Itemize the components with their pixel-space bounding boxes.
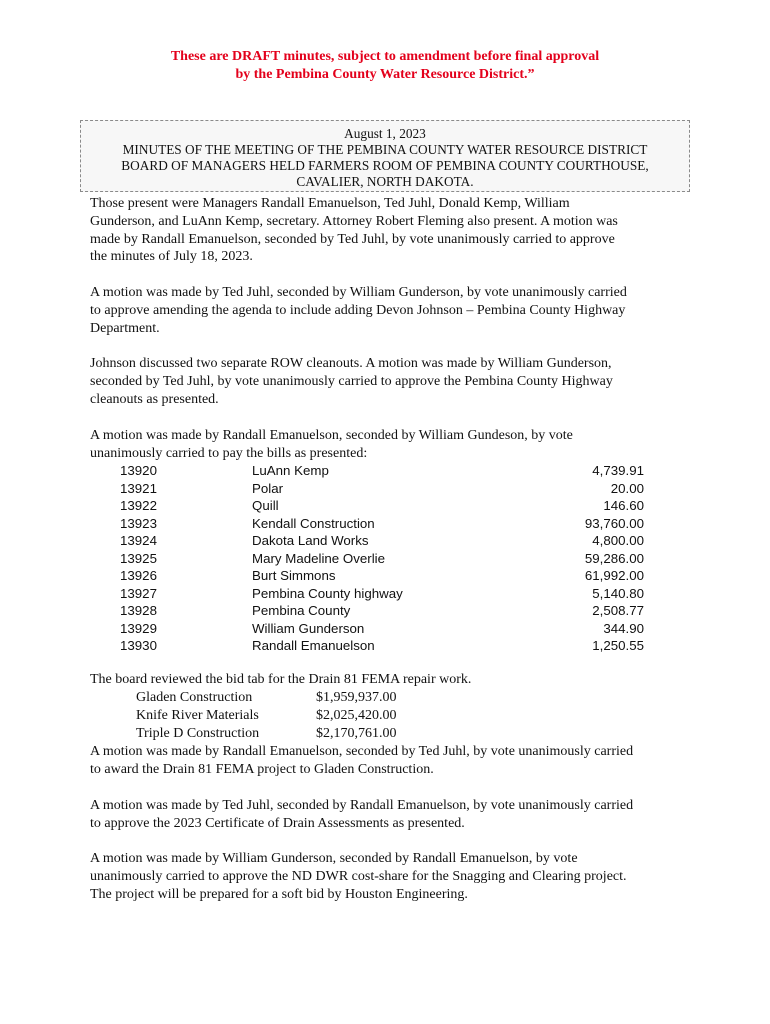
text-line: to approve the 2023 Certificate of Drain Assessments as presented. xyxy=(90,815,465,831)
bid-row xyxy=(136,689,436,707)
bill-payee: Mary Madeline Overlie xyxy=(252,550,386,566)
bill-row xyxy=(90,585,650,603)
bid-intro-paragraph xyxy=(90,671,690,689)
text-line: Gunderson, and LuAnn Kemp, secretary. Attorney Robert Fleming also present. A motion was xyxy=(90,213,618,229)
bill-payee: Kendall Construction xyxy=(252,515,375,531)
bidder-name: Triple D Construction xyxy=(136,726,260,741)
bill-row xyxy=(90,480,650,498)
bill-payee: Dakota Land Works xyxy=(252,533,369,548)
bill-amount: 93,760.00 xyxy=(584,515,644,531)
bill-row xyxy=(90,567,650,585)
text-line: made by Randall Emanuelson, seconded by Ted Juhl, by vote unanimously carried to approve xyxy=(90,231,615,247)
text-line: Johnson discussed two separate ROW cleanouts. A motion was made by William Gunderson, xyxy=(90,356,612,371)
bid-amount: $2,170,761.00 xyxy=(316,726,397,741)
bill-row xyxy=(90,532,650,550)
bill-payee: Polar xyxy=(252,480,284,496)
text-line: seconded by Ted Juhl, by vote unanimously carried to approve the Pembina County Highway xyxy=(90,373,613,389)
bill-amount: 146.60 xyxy=(603,498,644,513)
bills-table xyxy=(90,462,650,655)
bill-number: 13925 xyxy=(120,550,157,566)
bill-amount: 2,508.77 xyxy=(592,603,644,618)
bid-amount: $2,025,420.00 xyxy=(316,708,397,723)
bill-row xyxy=(90,602,650,620)
bill-payee: Quill xyxy=(252,498,279,513)
meeting-title-line-1: MINUTES OF THE MEETING OF THE PEMBINA COUNTY WATER RESOURCE DISTRICT xyxy=(122,142,648,157)
bill-number: 13922 xyxy=(120,498,157,513)
bill-amount: 59,286.00 xyxy=(584,550,644,566)
bid-amount: $1,959,937.00 xyxy=(316,690,397,705)
bill-number: 13930 xyxy=(120,638,157,653)
bill-number: 13921 xyxy=(120,480,157,496)
text-line: unanimously carried to approve the ND DWR cost-share for the Snagging and Clearing project. xyxy=(90,868,627,884)
draft-notice-line-1: These are DRAFT minutes, subject to amendment before final approval xyxy=(170,49,600,64)
bid-row xyxy=(136,707,436,725)
bill-row xyxy=(90,637,650,655)
bills-intro-paragraph xyxy=(90,427,690,463)
bill-payee: Burt Simmons xyxy=(252,568,336,583)
bill-row xyxy=(90,497,650,515)
assessments-paragraph xyxy=(90,797,690,833)
agenda-paragraph xyxy=(90,284,690,337)
text-line: A motion was made by Ted Juhl, seconded by Randall Emanuelson, by vote unanimously carried xyxy=(90,798,634,813)
bill-amount: 4,739.91 xyxy=(592,463,644,478)
bill-row xyxy=(90,620,650,638)
text-line: unanimously carried to pay the bills as presented: xyxy=(90,445,368,461)
bill-amount: 4,800.00 xyxy=(592,533,644,548)
award-paragraph xyxy=(90,743,690,779)
meeting-title-line-3: CAVALIER, NORTH DAKOTA. xyxy=(296,174,474,189)
text-line: cleanouts as presented. xyxy=(90,391,219,407)
attendance-paragraph xyxy=(90,195,690,266)
bill-number: 13929 xyxy=(120,620,157,636)
text-line: the minutes of July 18, 2023. xyxy=(90,249,253,265)
bill-amount: 5,140.80 xyxy=(592,585,644,601)
meeting-title-line-2: BOARD OF MANAGERS HELD FARMERS ROOM OF PEMBINA COUNTY COURTHOUSE, xyxy=(121,158,649,173)
meeting-date: August 1, 2023 xyxy=(344,126,426,141)
bill-amount: 1,250.55 xyxy=(592,638,644,653)
text-line: A motion was made by Randall Emanuelson, seconded by William Gundeson, by vote xyxy=(90,428,573,443)
bill-number: 13927 xyxy=(120,585,157,601)
text-line: Those present were Managers Randall Emanuelson, Ted Juhl, Donald Kemp, William xyxy=(90,196,570,211)
bill-number: 13920 xyxy=(120,463,157,478)
bill-number: 13923 xyxy=(120,515,157,531)
bill-amount: 61,992.00 xyxy=(584,568,644,583)
bidder-name: Gladen Construction xyxy=(136,690,253,705)
text-line: to approve amending the agenda to include adding Devon Johnson – Pembina County Highway xyxy=(90,302,626,318)
bill-row xyxy=(90,462,650,480)
text-line: Department. xyxy=(90,320,160,336)
bill-row xyxy=(90,550,650,568)
text-line: to award the Drain 81 FEMA project to Gladen Construction. xyxy=(90,761,434,777)
bill-number: 13926 xyxy=(120,568,157,583)
text-line: The board reviewed the bid tab for the Drain 81 FEMA repair work. xyxy=(90,672,472,687)
bill-number: 13928 xyxy=(120,603,157,618)
draft-notice-line-2: by the Pembina County Water Resource District.” xyxy=(235,67,535,82)
cost-share-paragraph xyxy=(90,850,690,903)
text-line: A motion was made by Ted Juhl, seconded by William Gunderson, by vote unanimously carried xyxy=(90,285,627,300)
bill-payee: William Gunderson xyxy=(252,620,365,636)
text-line: The project will be prepared for a soft bid by Houston Engineering. xyxy=(90,886,468,902)
bill-amount: 344.90 xyxy=(603,620,644,636)
bill-payee: LuAnn Kemp xyxy=(252,463,329,478)
bill-amount: 20.00 xyxy=(610,480,644,496)
bill-row xyxy=(90,515,650,533)
meeting-header-box xyxy=(80,120,690,192)
bid-list xyxy=(136,689,436,743)
row-cleanouts-paragraph xyxy=(90,355,690,408)
bill-number: 13924 xyxy=(120,533,157,548)
text-line: A motion was made by William Gunderson, seconded by Randall Emanuelson, by vote xyxy=(90,851,578,866)
bid-row xyxy=(136,725,436,743)
bill-payee: Pembina County xyxy=(252,603,351,618)
text-line: A motion was made by Randall Emanuelson, seconded by Ted Juhl, by vote unanimously carried xyxy=(90,744,634,759)
bill-payee: Pembina County highway xyxy=(252,585,403,601)
bill-payee: Randall Emanuelson xyxy=(252,638,375,653)
bidder-name: Knife River Materials xyxy=(136,708,259,723)
